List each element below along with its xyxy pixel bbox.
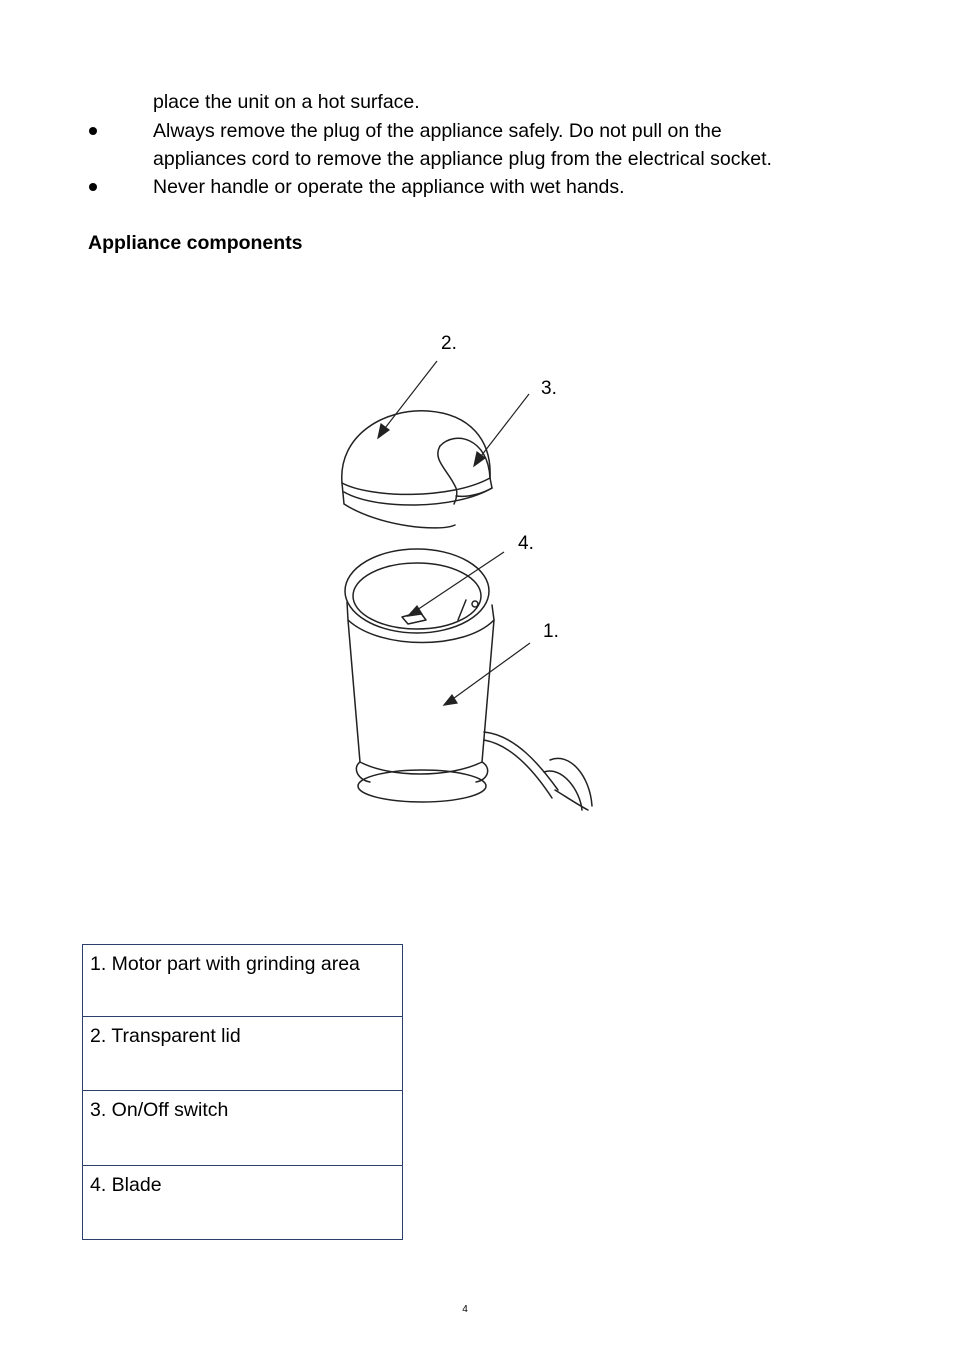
bullet-2-text: Never handle or operate the appliance with wet hands. bbox=[153, 176, 625, 198]
continuation-line: place the unit on a hot surface. bbox=[153, 91, 420, 113]
table-row bbox=[83, 945, 403, 1017]
label-switch: 3. bbox=[541, 378, 557, 399]
bullet-dot-1 bbox=[89, 127, 97, 135]
table-row bbox=[83, 1017, 403, 1091]
bullet-1-line-2: appliances cord to remove the appliance plug from the electrical socket. bbox=[153, 148, 772, 170]
bullet-1-line-1: Always remove the plug of the appliance safely. Do not pull on the bbox=[153, 120, 722, 142]
label-lid: 2. bbox=[441, 333, 457, 354]
coffee-grinder-illustration bbox=[330, 320, 610, 820]
cup-rim-outer bbox=[345, 549, 489, 633]
label-motor: 1. bbox=[543, 621, 559, 642]
lid-dome bbox=[342, 411, 490, 483]
table-row bbox=[83, 1091, 403, 1166]
table-cell: 2. Transparent lid bbox=[83, 1017, 403, 1091]
cup-left-side bbox=[348, 620, 360, 762]
cup-rim-inner bbox=[353, 563, 481, 629]
base-ellipse bbox=[358, 770, 486, 802]
cup-bottom bbox=[360, 762, 482, 774]
table-cell: 3. On/Off switch bbox=[83, 1091, 403, 1166]
components-table bbox=[82, 944, 403, 1240]
bullet-dot-2 bbox=[89, 183, 97, 191]
lid-rim-top bbox=[342, 478, 490, 494]
table-cell: 1. Motor part with grinding area bbox=[83, 945, 403, 1017]
page-number: 4 bbox=[462, 1304, 468, 1315]
section-heading: Appliance components bbox=[88, 232, 303, 254]
table-row bbox=[83, 1166, 403, 1240]
table-cell: 4. Blade bbox=[83, 1166, 403, 1240]
switch-cutout bbox=[438, 446, 457, 504]
label-blade: 4. bbox=[518, 533, 534, 554]
